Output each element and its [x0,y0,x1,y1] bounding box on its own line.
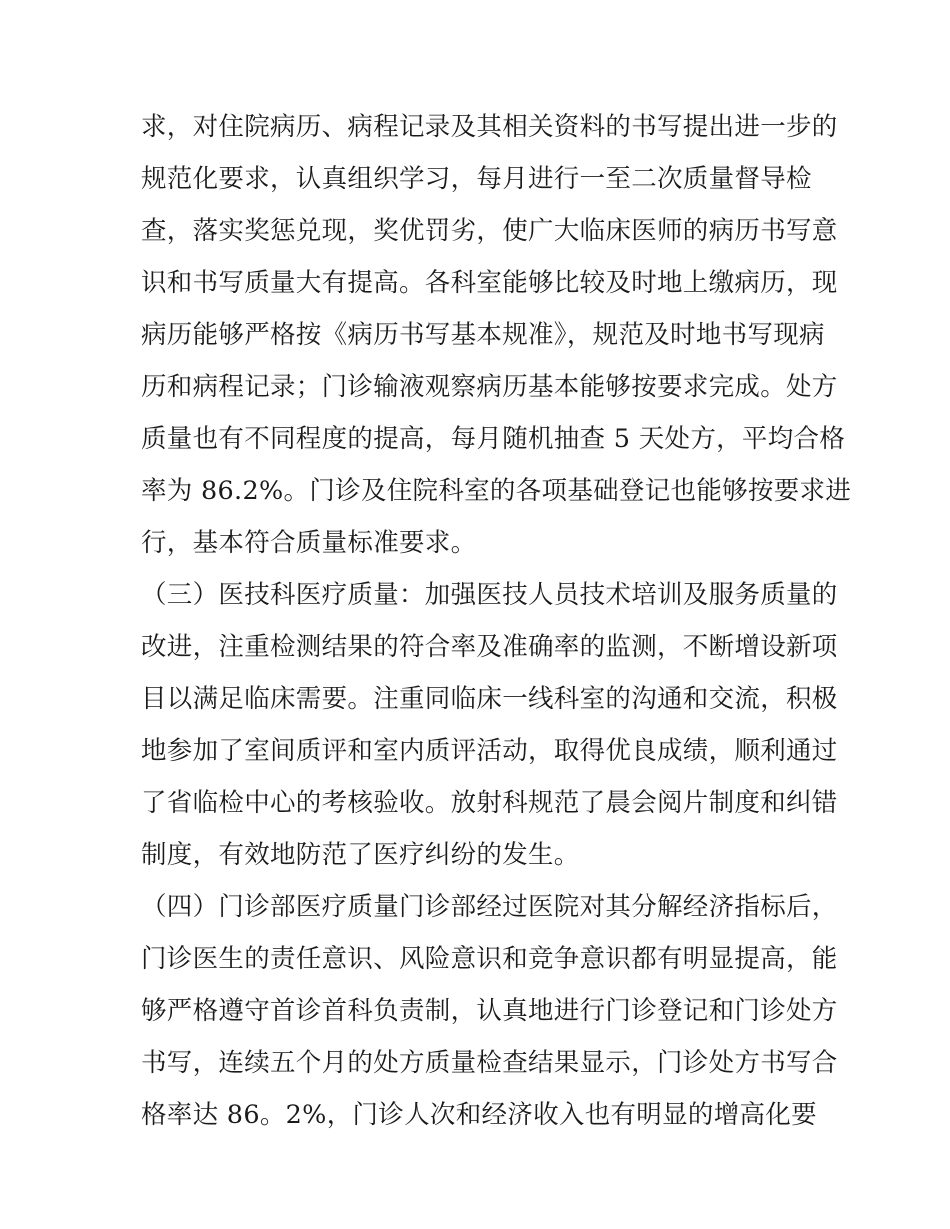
text-line: 制度，有效地防范了医疗纠纷的发生。 [141,840,580,870]
text-line: 查，落实奖惩兑现，奖优罚劣，使广大临床医师的病历书写意 [141,216,838,246]
text-line: 格率达 86。2%，门诊人次和经济收入也有明显的增高化要 [141,1100,817,1130]
text-line: 率为 86.2%。门诊及住院科室的各项基础登记也能够按要求进 [141,476,852,506]
text-line: 地参加了室间质评和室内质评活动，取得优良成绩，顺利通过 [141,736,838,766]
section-heading-line: （四）门诊部医疗质量门诊部经过医院对其分解经济指标后， [141,892,838,922]
text-line: 历和病程记录；门诊输液观察病历基本能够按要求完成。处方 [141,372,838,402]
section-heading-line: （三）医技科医疗质量：加强医技人员技术培训及服务质量的 [141,580,838,610]
text-line: 规范化要求，认真组织学习，每月进行一至二次质量督导检 [141,164,812,194]
text-line: 书写，连续五个月的处方质量检查结果显示，门诊处方书写合 [141,1048,838,1078]
text-line: 质量也有不同程度的提高，每月随机抽查 5 天处方，平均合格 [141,424,846,454]
text-line: 病历能够严格按《病历书写基本规准》，规范及时地书写现病 [141,320,825,350]
text-line: 识和书写质量大有提高。各科室能够比较及时地上缴病历，现 [141,268,838,298]
text-line: 求，对住院病历、病程记录及其相关资料的书写提出进一步的 [141,112,838,142]
text-line: 门诊医生的责任意识、风险意识和竞争意识都有明显提高，能 [141,944,838,974]
text-line: 了省临检中心的考核验收。放射科规范了晨会阅片制度和纠错 [141,788,838,818]
text-line: 够严格遵守首诊首科负责制，认真地进行门诊登记和门诊处方 [141,996,838,1026]
text-line: 目以满足临床需要。注重同临床一线科室的沟通和交流，积极 [141,684,838,714]
text-line: 行，基本符合质量标准要求。 [141,528,477,558]
text-line: 改进，注重检测结果的符合率及准确率的监测，不断增设新项 [141,632,838,662]
